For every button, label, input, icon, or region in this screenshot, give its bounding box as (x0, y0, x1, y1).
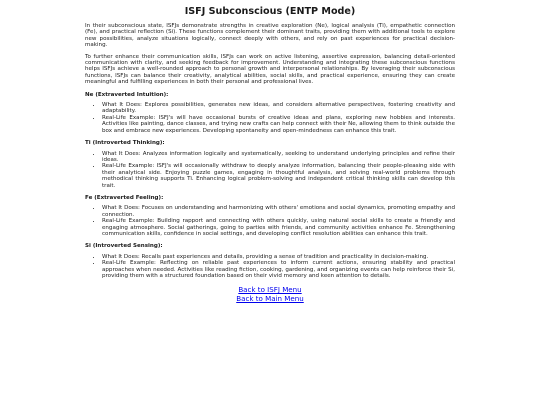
section-heading-si: Si (Introverted Sensing): (85, 243, 163, 250)
intro-paragraph: To further enhance their communication skills, ISFJs can work on active listening, assertive expression, balancing detail-oriented communication with clarity, and seeking feedback for improvement. Understanding and integrating these subconscious functions helps ISFJs achieve a well-rounded approach to personal growth and interpersonal relationships. By leveraging their subconscious functions, ISFJs can balance their creativity, analytical abilities, social skills, and practical experience, ensuring they can create meaningful and fulfilling experiences in both their personal and professional lives. (85, 53, 455, 86)
back-to-main-menu-link[interactable]: Back to Main Menu (236, 293, 304, 303)
list-item: • Real-Life Example: ISFJ's will occasionally withdraw to deeply analyze information, balancing their people-pleasing side with their analytical side. Enjoying puzzle games, engaging in thoughtful analysis, and solving real-world problems through methodical thinking supports Ti. Enhancing logical problem-solving and independent critical thinking skills can develop this trait. (102, 163, 455, 189)
page-title: ISFJ Subconscious (ENTP Mode) (184, 6, 356, 17)
list-item: • What It Does: Explores possibilities, generates new ideas, and considers alternative perspectives, fostering creativity and adaptability. (102, 102, 455, 115)
intro-paragraph: In their subconscious state, ISFJs demonstrate strengths in creative exploration (Ne), logical analysis (Ti), empathetic connection (Fe), and practical reflection (Si). These functions complement their dominant traits, providing them with additional tools to explore new possibilities, analyze situations logically, connect deeply with others, and rely on past experiences for practical decision-making. (85, 23, 455, 49)
section-heading-ti: Ti (Introverted Thinking): (85, 140, 165, 147)
list-item: • Real-Life Example: Reflecting on reliable past experiences to inform current actions, ensuring stability and practical approaches when needed. Activities like reading fiction, cooking, gardening, and organizing events can help reinforce their Si, providing them with a structured foundation based on their vivid memory and keen attention to details. (102, 260, 455, 279)
list-item: • What It Does: Focuses on understanding and harmonizing with others' emotions and social dynamics, promoting empathy and connection. (102, 205, 455, 218)
list-item: • What It Does: Recalls past experiences and details, providing a sense of tradition and practicality in decision-making. (102, 254, 455, 260)
section-list-ti (85, 151, 455, 189)
back-to-isfj-menu-link[interactable]: Back to ISFJ Menu (238, 285, 302, 295)
section-list-si (85, 254, 455, 280)
footer-links (85, 286, 455, 303)
page-content (85, 0, 455, 303)
list-item: • Real-Life Example: Building rapport and connecting with others quickly, using natural social skills to create a friendly and engaging atmosphere. Social gatherings, going to parties with friends, and community activities enhance Fe. Strengthening communication skills, confidence in social settings, and developing conflict resolution abilities can enhance this trait. (102, 218, 455, 237)
list-item: • What It Does: Analyzes information logically and systematically, seeking to understand underlying principles and refine their ideas. (102, 151, 455, 164)
list-item: • Real-Life Example: ISFJ's will have occasional bursts of creative ideas and plans, exploring new hobbies and interests. Activities like painting, dance classes, and trying new crafts can help connect with their Ne, allowing them to think outside the box and embrace new experiences. Developing spontaneity and open-mindedness can enhance this trait. (102, 115, 455, 134)
section-heading-fe: Fe (Extraverted Feeling): (85, 194, 164, 201)
section-heading-ne: Ne (Extraverted Intuition): (85, 91, 169, 98)
section-list-fe (85, 205, 455, 237)
section-list-ne (85, 102, 455, 134)
